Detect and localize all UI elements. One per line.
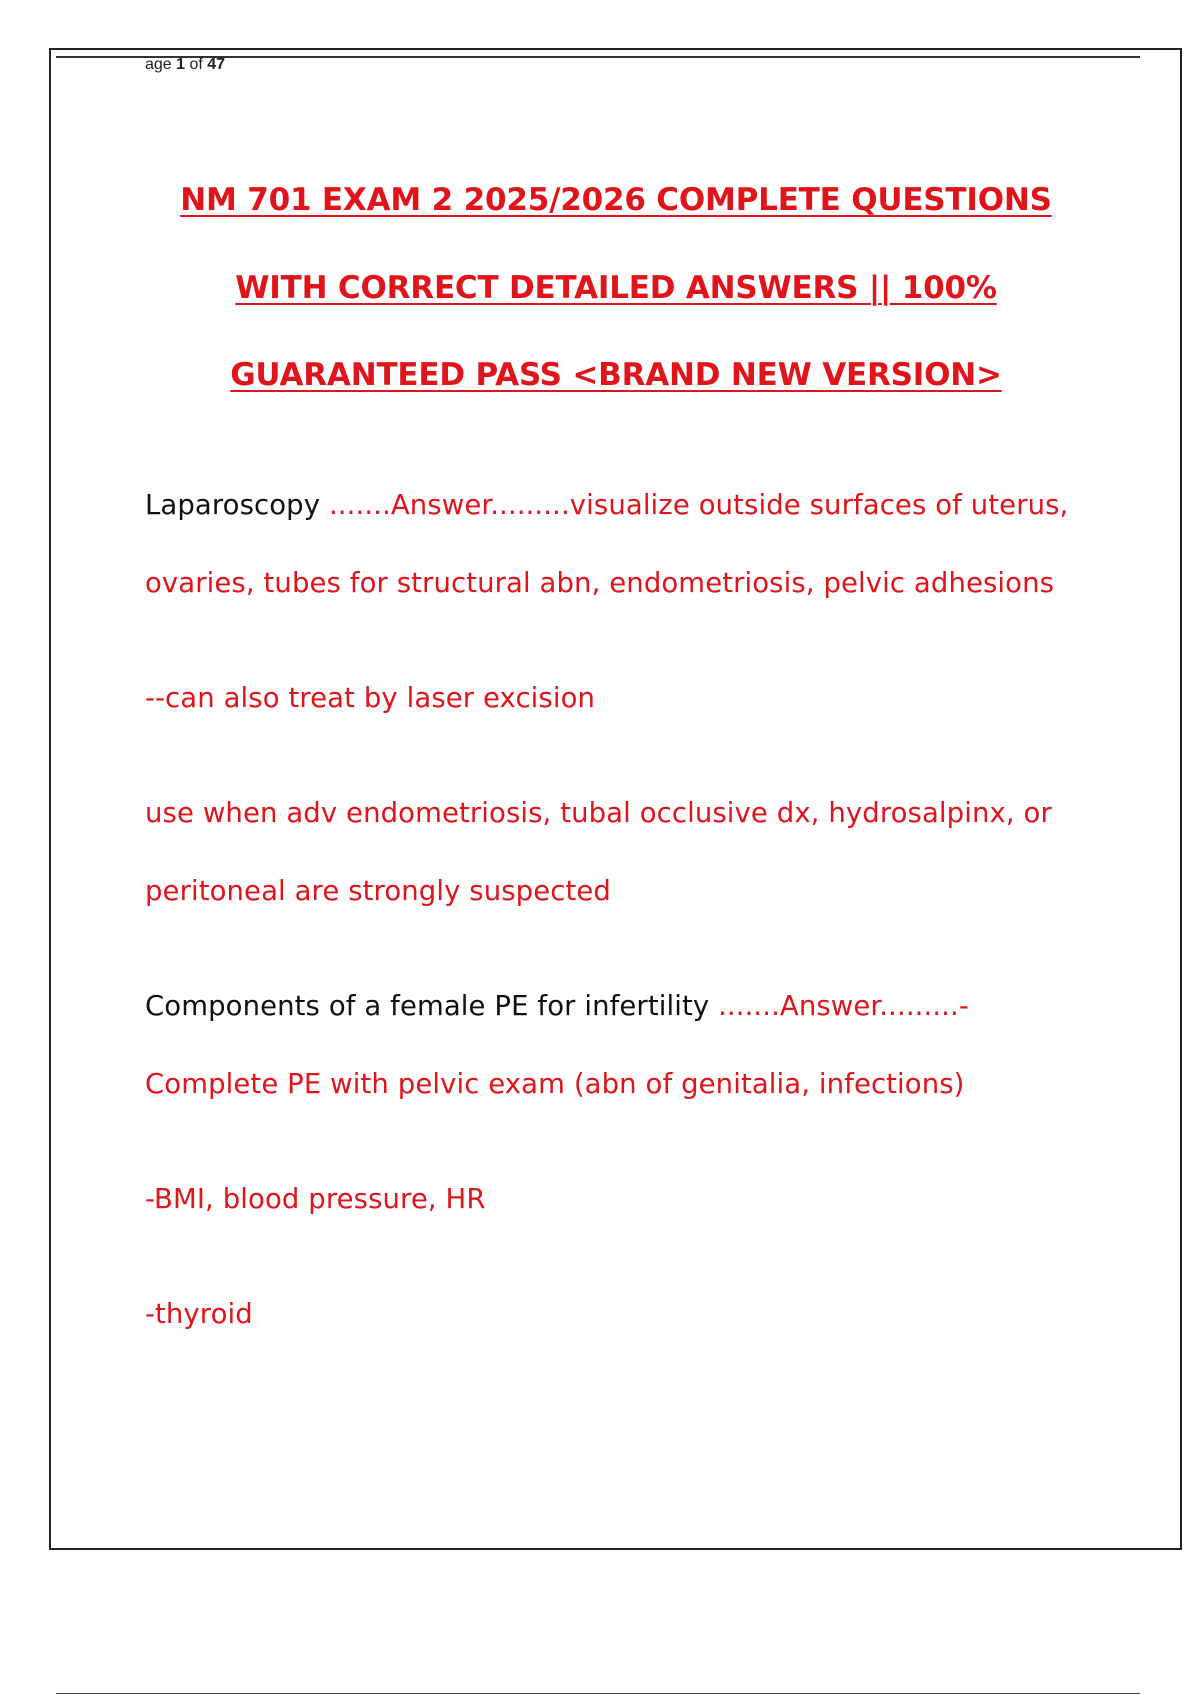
entry-1-answer-line-3: use when adv endometriosis, tubal occlusive dx, hydrosalpinx, or <box>145 797 1052 829</box>
page-total: 47 <box>207 56 226 73</box>
entry-1-answer-line-4: peritoneal are strongly suspected <box>145 875 611 907</box>
page-current: 1 <box>176 56 186 73</box>
document-title-line-3: GUARANTEED PASS <BRAND NEW VERSION> <box>230 357 1002 393</box>
entry-2-answer-line-2: -BMI, blood pressure, HR <box>145 1183 486 1215</box>
entry-1-answer-prefix: .......Answer.........visualize outside surfaces of uterus, <box>320 489 1069 521</box>
page-counter <box>145 55 225 75</box>
entry-2-answer-line-3: -thyroid <box>145 1298 253 1330</box>
document-title-line-2: WITH CORRECT DETAILED ANSWERS || 100% <box>235 270 997 306</box>
page-of: of <box>185 56 208 73</box>
entry-1-answer-line-1: ovaries, tubes for structural abn, endometriosis, pelvic adhesions <box>145 567 1055 599</box>
entry-1-header <box>145 488 1068 522</box>
entry-1-question: Laparoscopy <box>145 489 321 521</box>
entry-2-answer-line-1: Complete PE with pelvic exam (abn of genitalia, infections) <box>145 1068 965 1100</box>
entry-2-answer-prefix: .......Answer.........- <box>709 990 969 1022</box>
bottom-rule <box>56 1693 1140 1694</box>
document-title-line-1: NM 701 EXAM 2 2025/2026 COMPLETE QUESTIONS <box>180 182 1052 218</box>
entry-2-header <box>145 989 969 1023</box>
entry-2-question: Components of a female PE for infertility <box>145 990 710 1022</box>
page-prefix: age <box>145 56 177 73</box>
entry-1-answer-line-2: --can also treat by laser excision <box>145 682 596 714</box>
